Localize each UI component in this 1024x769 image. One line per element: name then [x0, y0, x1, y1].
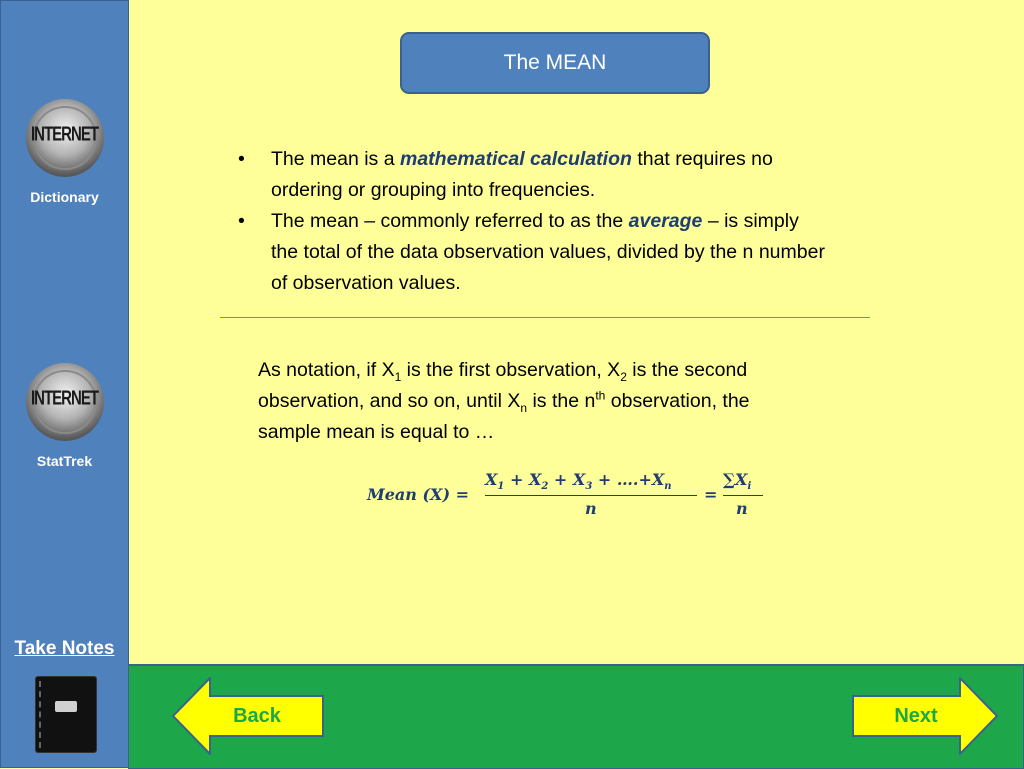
notebook-icon[interactable]: [35, 676, 97, 753]
bullet-list: [238, 144, 828, 299]
dictionary-label: Dictionary: [30, 189, 99, 205]
page-title: The MEAN: [400, 32, 710, 94]
fraction-line: [485, 495, 697, 496]
sidebar: [0, 0, 129, 768]
formula-sum: $\sum X_i$: [723, 470, 752, 493]
bullet-item: • The mean – commonly referred to as the average – is simply the total of the data observation values, divided by the n number of observation values.: [238, 210, 825, 294]
formula-denominator: n: [585, 499, 597, 518]
back-label: Back: [233, 705, 281, 727]
dictionary-link[interactable]: [1, 99, 128, 205]
take-notes-link[interactable]: Take Notes: [14, 638, 115, 659]
divider: [220, 317, 870, 318]
notation-paragraph: As notation, if $X_1$ is the first observation, $X_2$ is the second observation, and so on, until $X_n$ is the $n^{th}$ observation, the sample mean is equal to …: [258, 359, 750, 443]
formula-numerator: $X_1 + X_2 + X_3$ + $\dots.+X_n$: [485, 470, 672, 493]
internet-globe-icon: INTERNET: [26, 363, 104, 441]
next-button[interactable]: [852, 677, 998, 755]
bullet-item: • The mean is a mathematical calculation that requires no ordering or grouping into frequencies.: [238, 148, 773, 201]
stattrek-link[interactable]: [1, 363, 128, 469]
formula-denominator: n: [736, 499, 748, 518]
back-button[interactable]: [172, 677, 324, 755]
formula-lhs: Mean (X) =: [367, 485, 469, 504]
next-label: Next: [894, 705, 938, 727]
emphasis-text: mathematical calculation: [399, 148, 632, 170]
stattrek-label: StatTrek: [36, 453, 93, 469]
fraction-line: [723, 495, 763, 496]
internet-globe-icon: INTERNET: [26, 99, 104, 177]
formula-equals: =: [704, 485, 718, 504]
emphasis-text: average: [628, 210, 703, 232]
